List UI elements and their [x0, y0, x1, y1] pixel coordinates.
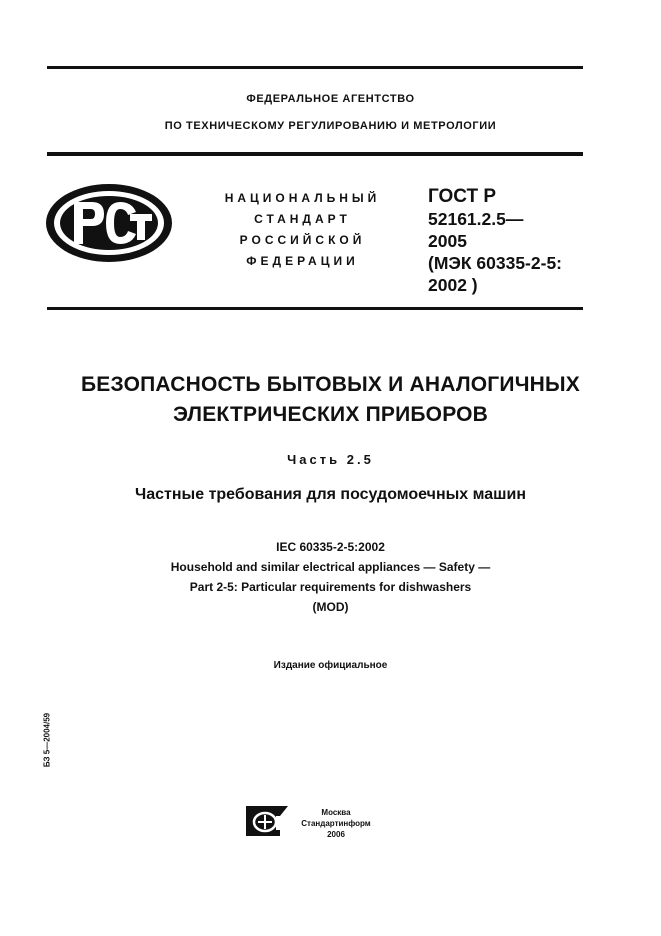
gost-line-4: (МЭК 60335-2-5:	[428, 253, 563, 273]
iec-line-2: Part 2-5: Particular requirements for dishwashers	[189, 580, 472, 594]
rst-logo-icon	[44, 182, 174, 264]
side-code: БЗ 5—2004/59	[42, 712, 52, 768]
top-rule	[47, 66, 583, 69]
document-title	[0, 370, 661, 430]
iec-line-1: Household and similar electrical appliances — Safety —	[170, 560, 491, 574]
national-standard-block	[205, 188, 400, 272]
title-line-1: БЕЗОПАСНОСТЬ БЫТОВЫХ И АНАЛОГИЧНЫХ	[80, 373, 580, 396]
title-line-2: ЭЛЕКТРИЧЕСКИХ ПРИБОРОВ	[172, 403, 489, 426]
edition-label: Издание официальное	[273, 660, 388, 671]
publisher-name: Стандартинформ	[301, 819, 371, 828]
publisher-city: Москва	[321, 808, 351, 817]
iec-reference	[0, 537, 661, 617]
national-line-1: НАЦИОНАЛЬНЫЙ	[224, 191, 381, 205]
gost-line-3: 2005	[428, 231, 467, 251]
document-subtitle: Частные требования для посудомоечных машин	[135, 486, 526, 503]
gost-line-2: 52161.2.5—	[428, 209, 524, 229]
national-line-4: ФЕДЕРАЦИИ	[246, 254, 359, 268]
header-rule	[47, 152, 583, 156]
agency-line-2: ПО ТЕХНИЧЕСКОМУ РЕГУЛИРОВАНИЮ И МЕТРОЛОГИИ	[164, 120, 497, 132]
publisher-block	[288, 807, 384, 840]
gost-line-1: ГОСТ Р	[428, 186, 497, 207]
gost-number-block	[428, 186, 588, 296]
part-label: Часть 2.5	[287, 452, 374, 467]
standartinform-logo-icon	[246, 806, 288, 836]
national-line-2: СТАНДАРТ	[254, 212, 351, 226]
national-line-3: РОССИЙСКОЙ	[239, 233, 366, 247]
iec-code: IEC 60335-2-5:2002	[276, 540, 385, 554]
gost-line-5: 2002 )	[428, 275, 478, 295]
publisher-year: 2006	[327, 830, 345, 839]
standard-block-rule	[47, 307, 583, 310]
agency-line-1: ФЕДЕРАЛЬНОЕ АГЕНТСТВО	[246, 93, 415, 105]
iec-mod: (MOD)	[312, 600, 349, 614]
